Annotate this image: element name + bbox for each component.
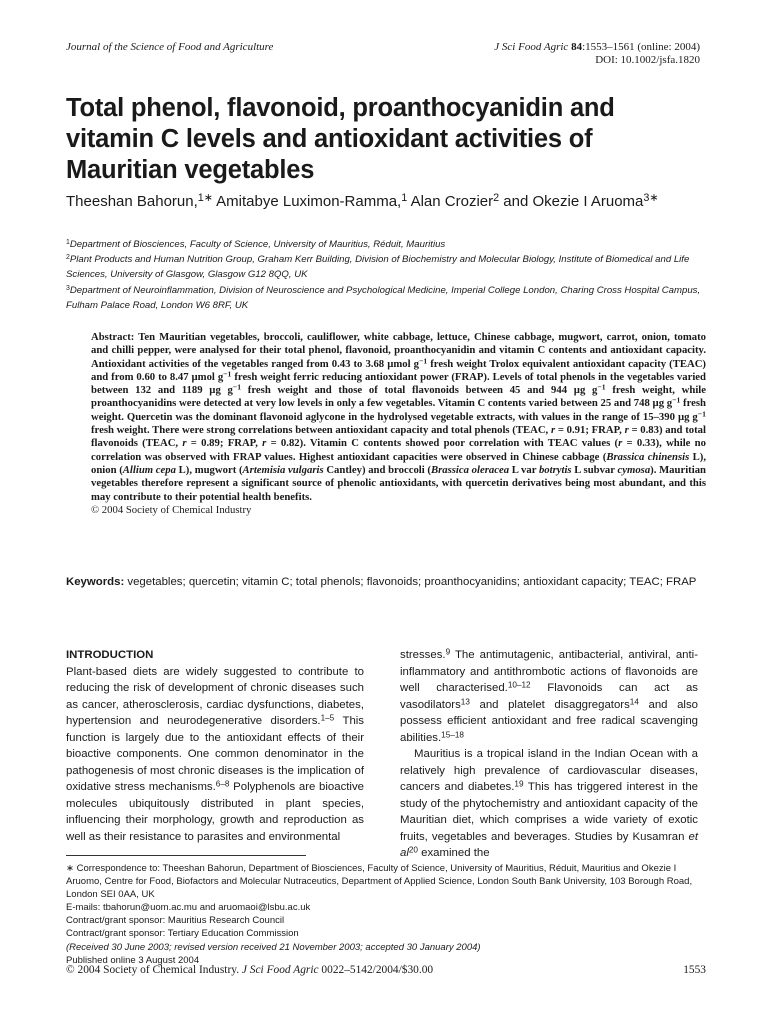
abstract-text: ). Mauritian vegetables therefore represent a significant source of phenolic antioxidants, with quercetin derivatives being most abundant, and this may contribute to their potential health benefits. [91, 463, 706, 503]
et-al: et al [400, 830, 698, 859]
affiliation-text: Plant Products and Human Nutrition Group, Graham Kerr Building, Division of Biochemistry and Molecular Biology, Institute of Biomedical and Life Sciences, University of Glasgow, Glasgow G12 8QQ, UK [66, 254, 690, 281]
abstract-text: fresh weight Trolox equivalent antioxidant capacity (TEAC) and from 0.60 to 8.47 µmol g [91, 357, 706, 383]
citation-ref[interactable]: 14 [629, 696, 639, 706]
author-name: Theeshan Bahorun, [66, 193, 198, 210]
body-text: This has triggered interest in the study of the phytochemistry and antioxidant capacity of the Mauritian diet, which comprises a wide variety of exotic fruits, vegetables and beverages. Studies by Kusamran [400, 781, 698, 843]
abstract-text: L), onion ( [91, 450, 706, 476]
citation-volume: 84 [571, 41, 583, 53]
abstract-text: L subvar [571, 463, 618, 476]
r-symbol: r [550, 424, 556, 437]
r-symbol: r [182, 437, 187, 450]
grant-sponsor: Contract/grant sponsor: Tertiary Education Commission [66, 928, 299, 940]
species-name: Brassica oleracea [430, 463, 510, 476]
body-text: stresses. [400, 649, 446, 661]
author-name: Amitabye Luximon-Ramma, [212, 193, 402, 210]
running-citation [494, 41, 700, 67]
received-dates: (Received 30 June 2003; revised version received 21 November 2003; accepted 30 January 2004) [66, 941, 481, 953]
intro-right-column [400, 647, 698, 862]
author-sup: 1 [401, 192, 408, 205]
correspondence-note: ∗ Correspondence to: Theeshan Bahorun, Department of Biosciences, Faculty of Science, University of Mauritius, Réduit, Mauritius and Okezie I Aruomo, Centre for Food, Biofactors and Molecular Nutraceutics, Department of Applied Science, London South Bank University, 103 Borough Road, London SEI 0AA, UK [66, 863, 693, 901]
abstract-text: fresh weight and those of total flavonoids between 45 and 944 µg g [241, 384, 598, 397]
doi[interactable]: DOI: 10.1002/jsfa.1820 [595, 54, 700, 66]
citation-ref[interactable]: 1–5 [320, 713, 335, 723]
affiliation [66, 283, 706, 313]
abstract-text: = 0.82). Vitamin C contents showed poor correlation with TEAC values ( [266, 437, 619, 450]
body-text: The antimutagenic, antibacterial, antiviral, anti-inflammatory and antithrombotic actions of flavonoids are well characterised. [400, 649, 698, 694]
abstract-text: fresh weight ferric reducing antioxidant power (FRAP). Levels of total phenols in the vegetables varied between 132 and 1189 µg g [91, 370, 706, 397]
unit-exponent: −1 [232, 382, 242, 392]
citation-ref[interactable]: 20 [408, 845, 418, 855]
r-symbol: r [624, 424, 629, 437]
footnotes [66, 862, 706, 967]
abstract-text: L), mugwort ( [175, 463, 243, 476]
copyright-text: © 2004 Society of Chemical Industry. [66, 964, 242, 976]
species-name: Artemisia vulgaris [242, 463, 324, 476]
abstract-text: fresh weight. Quercetin was the dominant flavonoid aglycone in the hydrolysed vegetable extracts, with values in the range of 15–390 µg g [91, 397, 706, 423]
citation-ref[interactable]: 15–18 [441, 729, 464, 739]
affiliation [66, 252, 706, 282]
unit-exponent: −1 [223, 369, 232, 379]
citation-journal: J Sci Food Agric [494, 41, 569, 53]
keywords-text: vegetables; quercetin; vitamin C; total phenols; flavonoids; proanthocyanidins; antioxidant capacity; TEAC; FRAP [124, 576, 697, 588]
paper-title: Total phenol, flavonoid, proanthocyanidin and vitamin C levels and antioxidant activities of Mauritian vegetables [66, 94, 615, 184]
abstract-text: = 0.89; FRAP, [186, 437, 263, 450]
r-symbol: r [262, 437, 267, 450]
running-journal-title: Journal of the Science of Food and Agriculture [66, 41, 274, 53]
bottom-copyright [66, 964, 706, 977]
affiliation-sup: 1 [66, 238, 70, 246]
email-note[interactable]: E-mails: tbahorun@uom.ac.mu and aruomaoi@lsbu.ac.uk [66, 902, 311, 914]
abstract [91, 331, 706, 517]
unit-exponent: −1 [418, 356, 428, 366]
affiliation-sup: 3 [66, 284, 70, 292]
species-name: cymosa [617, 463, 651, 476]
author-sup: 2 [493, 192, 500, 205]
author-name: Alan Crozier [407, 193, 494, 210]
author-sup: 3∗ [643, 192, 659, 205]
body-text: Flavonoids can act as vasodilators [400, 682, 698, 711]
abstract-text: Ten Mauritian vegetables, broccoli, cauliflower, white cabbage, lettuce, Chinese cabbage, mugwort, carrot, onion, tomato and chilli pepper, were analysed for their total phenol, flavonoid, proanthocyanidin and vitamin C contents and antioxidant capacity. Antioxidant activities of the vegetables ranged from 0.43 to 3.68 µmol g [91, 331, 706, 370]
issn-text: 0022–5142/2004/$30.00 [318, 964, 434, 976]
body-text: Mauritius is a tropical island in the Indian Ocean with a relatively high prevalence of cardiovascular diseases, cancers and diabetes. [400, 748, 698, 793]
author-list [66, 191, 706, 212]
published-date: Published online 3 August 2004 [66, 954, 200, 966]
citation-pages: :1553–1561 (online: 2004) [582, 41, 700, 53]
body-text: examined the [417, 847, 490, 859]
keywords [66, 574, 706, 591]
body-text: and platelet disaggregators [469, 698, 630, 711]
species-name: Allium cepa [122, 463, 176, 476]
section-heading: INTRODUCTION [66, 649, 154, 661]
footnote-divider [66, 855, 306, 856]
affiliation [66, 237, 706, 252]
affiliation-sup: 2 [66, 254, 70, 262]
grant-sponsor: Contract/grant sponsor: Mauritius Research Council [66, 915, 285, 927]
abstract-text: L var [509, 463, 539, 476]
citation-ref[interactable]: 13 [460, 696, 470, 706]
body-text: Polyphenols are bioactive molecules ubiquitously distributed in plant species, influencing their morphology, growth and reproduction as well as their resistance to parasites and environmental [66, 781, 364, 843]
abstract-label: Abstract: [91, 331, 135, 343]
unit-exponent: −1 [597, 382, 606, 392]
citation-ref[interactable]: 9 [445, 647, 451, 657]
body-paragraph [400, 746, 698, 862]
abstract-text: Cantley) and broccoli ( [323, 463, 431, 476]
body-text: This function is largely due to the antioxidant effects of their bioactive components. One common denominator in the pathogenesis of most chronic diseases is the implication of oxidative stress mechanisms. [66, 715, 365, 793]
r-symbol: r [618, 437, 623, 450]
abstract-body [91, 331, 706, 504]
unit-exponent: −1 [697, 409, 706, 419]
affiliations [66, 237, 706, 313]
affiliation-text: Department of Neuroinflammation, Division of Neuroscience and Psychological Medicine, Imperial College London, Charing Cross Hospital Campus, Fulham Palace Road, London W6 8RF, UK [66, 284, 701, 311]
unit-exponent: −1 [672, 396, 681, 406]
keywords-label: Keywords: [66, 576, 125, 588]
citation-ref[interactable]: 10–12 [507, 680, 531, 690]
body-text: and also possess efficient antioxidant and free radical scavenging abilities. [400, 698, 698, 744]
journal-abbr: J Sci Food Agric [241, 964, 319, 976]
species-name: Brassica chinensis [606, 450, 690, 463]
body-text: Plant-based diets are widely suggested to contribute to reducing the risk of development of chronic diseases such as cancer, atherosclerosis, cardiac dysfunctions, diabetes, hypertension and neurodegenerative disorders. [66, 665, 364, 727]
body-paragraph [400, 647, 698, 746]
abstract-text: = 0.33), while no correlation was observed with FRAP values. Highest antioxidant capacities were observed in Chinese cabbage ( [91, 437, 706, 463]
citation-ref[interactable]: 6–8 [215, 779, 230, 789]
abstract-text: = 0.83) and total flavonoids (TEAC, [91, 424, 706, 450]
author-sup: 1∗ [197, 192, 213, 205]
author-name: and Okezie I Aruoma [499, 193, 644, 210]
intro-left-column [66, 647, 364, 845]
citation-ref[interactable]: 19 [514, 779, 524, 789]
affiliation-text: Department of Biosciences, Faculty of Science, University of Mauritius, Réduit, Mauritius [69, 239, 446, 250]
abstract-copyright: © 2004 Society of Chemical Industry [91, 503, 252, 516]
body-paragraph [66, 664, 364, 846]
abstract-text: fresh weight, while proanthocyanidins were detected at very low levels in only a few vegetables. Vitamin C contents varied between 25 and 748 µg g [91, 384, 706, 410]
abstract-text: = 0.91; FRAP, [555, 424, 625, 437]
abstract-text: fresh weight. There were strong correlations between antioxidant capacity and total phenols (TEAC, [91, 424, 551, 437]
species-name: botrytis [538, 463, 572, 476]
page-number: 1553 [683, 964, 706, 976]
